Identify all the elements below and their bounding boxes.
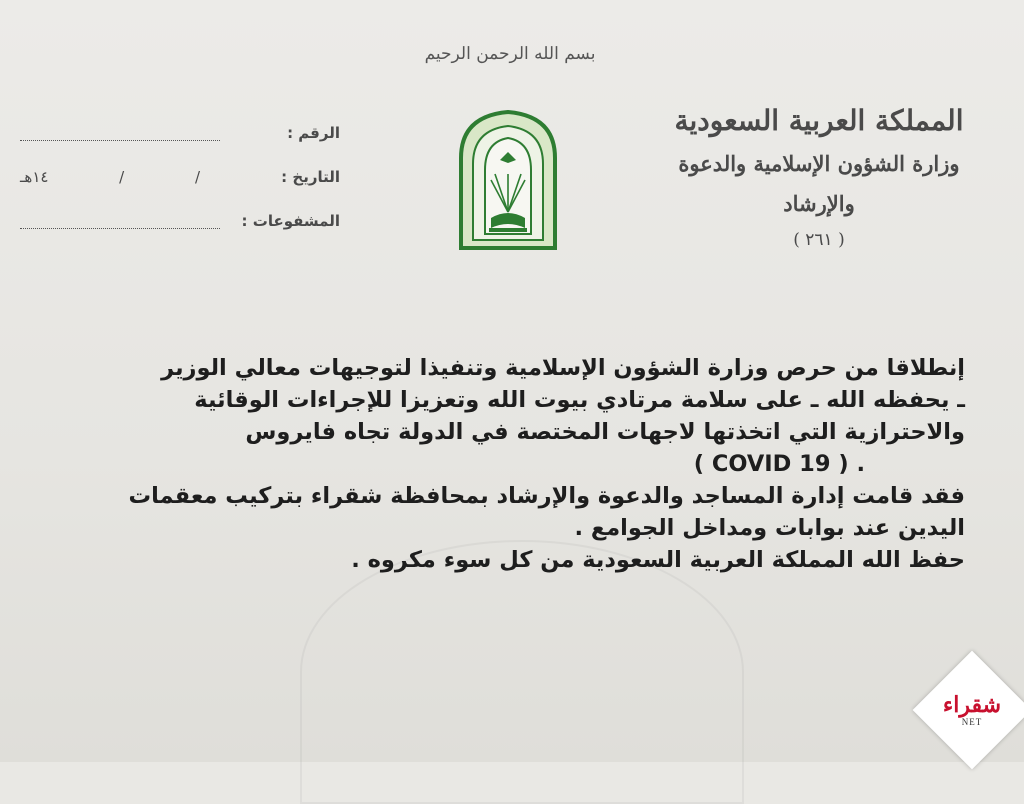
kingdom-title: المملكة العربية السعودية bbox=[674, 104, 964, 137]
site-logo bbox=[930, 668, 1014, 752]
attachments-field bbox=[20, 212, 340, 256]
date-separator: / bbox=[119, 168, 125, 186]
basmala: بسم الله الرحمن الرحيم bbox=[424, 44, 596, 64]
faint-watermark bbox=[300, 540, 744, 804]
body-line-covid: ( COVID 19 ) . bbox=[693, 451, 865, 477]
ministry-code: ( ٢٦١ ) bbox=[793, 230, 845, 250]
number-label: الرقم : bbox=[287, 124, 340, 142]
attachments-line bbox=[20, 228, 220, 229]
body-line: إنطلاقا من حرص وزارة الشؤون الإسلامية وتنفيذا لتوجيهات معالي الوزير bbox=[161, 355, 965, 381]
body-line: حفظ الله المملكة العربية السعودية من كل سوء مكروه . bbox=[351, 547, 965, 573]
site-logo-latin: NET bbox=[961, 717, 983, 727]
date-field bbox=[20, 168, 340, 212]
body-line: ـ يحفظه الله ـ على سلامة مرتادي بيوت الله وتعزيزا للإجراءات الوقائية bbox=[194, 387, 965, 413]
ministry-header bbox=[654, 98, 984, 254]
ministry-title: وزارة الشؤون الإسلامية والدعوة والإرشاد bbox=[678, 151, 960, 216]
site-logo-arabic: شقراء bbox=[942, 692, 1002, 718]
letter-body bbox=[60, 352, 965, 576]
date-separator: / bbox=[194, 168, 200, 186]
attachments-label: المشفوعات : bbox=[241, 212, 340, 230]
body-line: اليدين عند بوابات ومداخل الجوامع . bbox=[574, 515, 965, 541]
number-field bbox=[20, 124, 340, 168]
reference-fields bbox=[20, 124, 340, 256]
ministry-emblem-icon bbox=[455, 108, 561, 254]
date-hijri-suffix: ١٤هـ bbox=[20, 168, 49, 186]
body-line: فقد قامت إدارة المساجد والدعوة والإرشاد بمحافظة شقراء بتركيب معقمات bbox=[128, 483, 965, 509]
date-value bbox=[20, 168, 200, 186]
number-line bbox=[20, 140, 220, 141]
body-line: والاحترازية التي اتخذتها لاجهات المختصة في الدولة تجاه فايروس bbox=[245, 419, 965, 445]
date-label: التاريخ : bbox=[281, 168, 340, 186]
